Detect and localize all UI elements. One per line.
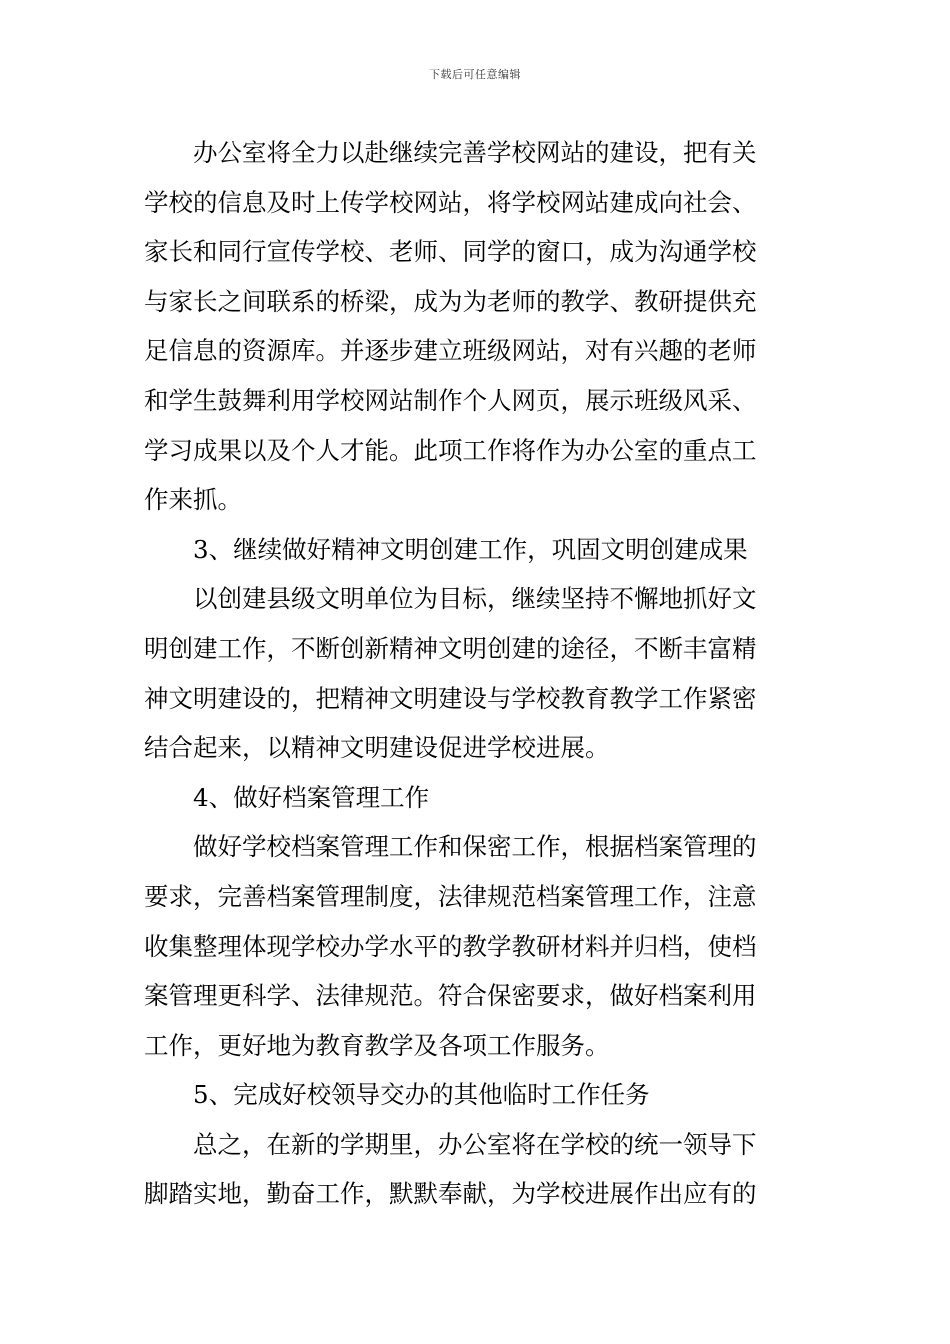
section-heading xyxy=(144,1070,808,1120)
text-line: 与家长之间联系的桥梁，成为为老师的教学、教研提供充 xyxy=(144,286,757,316)
text-line: 办公室将全力以赴继续完善学校网站的建设，把有关 xyxy=(193,138,757,167)
document-body xyxy=(144,128,808,1219)
text-line: 收集整理体现学校办学水平的教学教研材料并归档，使档 xyxy=(144,931,757,961)
text-line: 和学生鼓舞利用学校网站制作个人网页，展示班级风采、 xyxy=(144,385,757,415)
text-line: 足信息的资源库。并逐步建立班级网站，对有兴趣的老师 xyxy=(144,336,757,366)
section-heading xyxy=(144,773,808,823)
paragraph xyxy=(144,822,808,1070)
heading-line: 4、做好档案管理工作 xyxy=(193,782,430,812)
section-heading xyxy=(144,525,808,575)
text-line: 学校的信息及时上传学校网站，将学校网站建成向社会、 xyxy=(144,187,757,217)
text-line: 做好学校档案管理工作和保密工作，根据档案管理的 xyxy=(193,832,757,862)
text-line: 总之，在新的学期里，办公室将在学校的统一领导下 xyxy=(193,1129,757,1159)
text-line: 明创建工作，不断创新精神文明创建的途径，不断丰富精 xyxy=(144,633,757,663)
text-line: 作来抓。 xyxy=(144,485,242,515)
text-line: 学习成果以及个人才能。此项工作将作为办公室的重点工 xyxy=(144,435,757,465)
text-line: 家长和同行宣传学校、老师、同学的窗口，成为沟通学校 xyxy=(144,237,757,267)
text-line: 神文明建设的，把精神文明建设与学校教育教学工作紧密 xyxy=(144,683,757,713)
text-line: 脚踏实地，勤奋工作，默默奉献，为学校进展作出应有的 xyxy=(144,1179,757,1209)
paragraph xyxy=(144,128,808,525)
paragraph xyxy=(144,574,808,772)
heading-line: 5、完成好校领导交办的其他临时工作任务 xyxy=(193,1080,650,1110)
heading-line: 3、继续做好精神文明创建工作，巩固文明创建成果 xyxy=(193,534,748,564)
paragraph xyxy=(144,1120,808,1219)
header-note: 下载后可任意编辑 xyxy=(429,68,521,81)
text-line: 结合起来，以精神文明建设促进学校进展。 xyxy=(144,733,610,763)
text-line: 案管理更科学、法律规范。符合保密要求，做好档案利用 xyxy=(144,981,757,1011)
text-line: 工作，更好地为教育教学及各项工作服务。 xyxy=(144,1030,610,1060)
text-line: 要求，完善档案管理制度，法律规范档案管理工作，注意 xyxy=(144,881,757,911)
text-line: 以创建县级文明单位为目标，继续坚持不懈地抓好文 xyxy=(193,584,757,614)
